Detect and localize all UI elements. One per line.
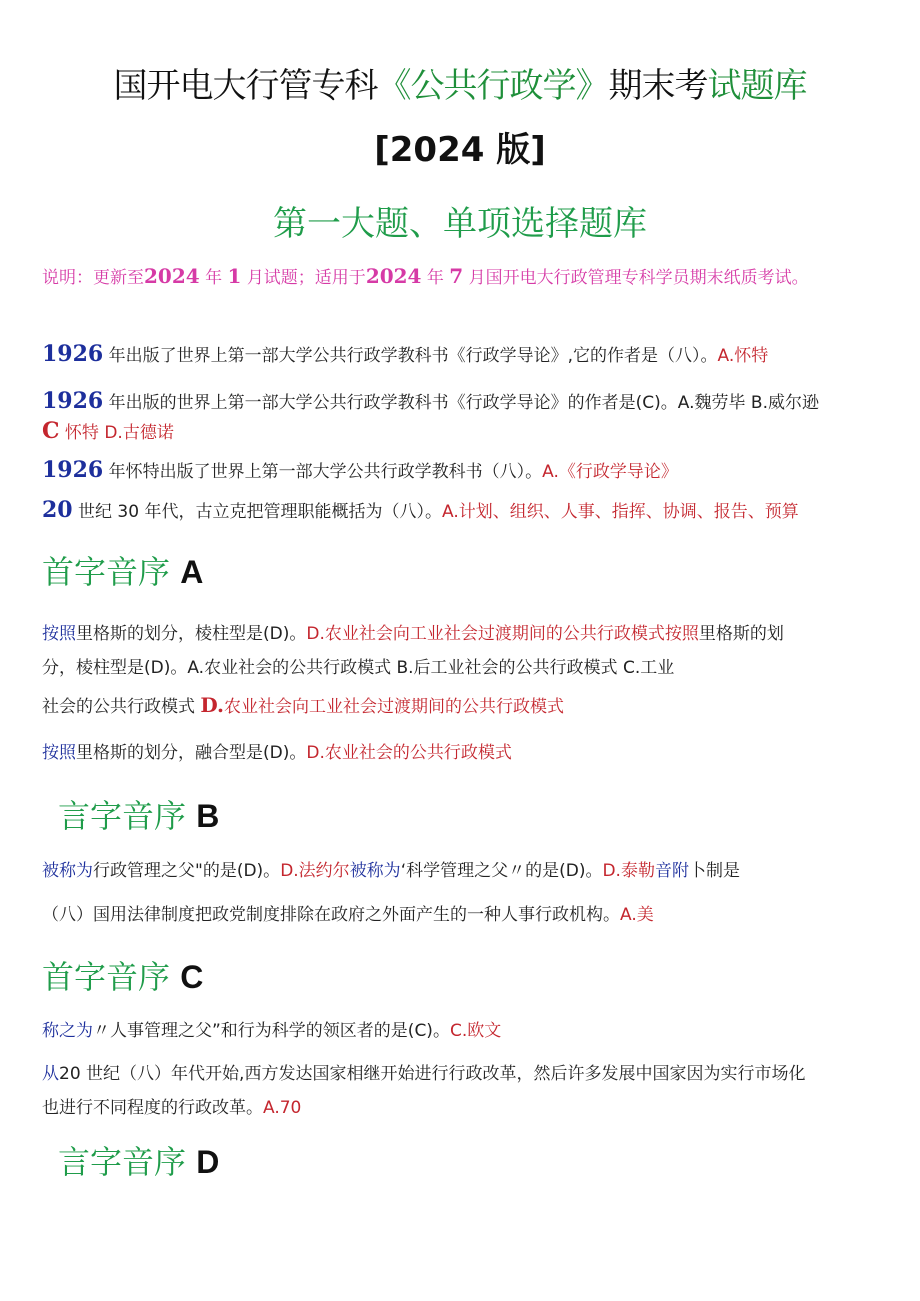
index-label: 言字音序 [58,1143,187,1181]
index-letter: C [180,959,204,995]
answer-text: A.计划、组织、人事、指挥、协调、报告、预算 [441,502,799,522]
answer-text: 农业社会向工业社会过渡期间的公共行政模式 [224,697,564,717]
note-text: 月国开电大行政管理专科学员期末纸质考试。 [468,268,809,288]
question-item-continued [42,656,882,680]
question-item [42,389,882,415]
question-text: 里格斯的划分，融合型是(D)。 [76,743,307,763]
answer-text: A.怀特 [717,346,769,366]
question-item [42,342,882,368]
question-text: 卜制是 [688,861,740,881]
question-text: 社会的公共行政模式 [42,697,195,717]
title-part: 试题库 [707,66,807,106]
question-item [42,1019,882,1043]
question-text: ‘科学管理之父〃的是(D)。 [400,861,603,881]
keyword: 被称为 [42,861,93,881]
question-text: 行政管理之父"的是(D)。 [93,861,281,881]
keyword: 被称为 [349,861,401,881]
question-number: 1926 [42,388,104,414]
note-paragraph [42,258,882,296]
index-letter: D [196,1144,220,1180]
question-number: 1926 [42,341,104,367]
answer-text: C.欧文 [449,1021,502,1041]
answer-text: D.法约尔 [280,861,350,881]
answer-text: A.《行政学导论》 [542,462,678,482]
title-part: 期末考 [608,66,708,106]
question-text: 年怀特出版了世界上第一部大学公共行政学教科书（八）。 [108,462,543,482]
answer-text: D.农业社会的公共行政模式 [306,743,512,763]
question-text: 里格斯的划 [698,624,784,644]
question-number: 20 [42,497,73,523]
index-label: 首字音序 [42,553,171,591]
question-text: 怀特 D.古德诺 [64,423,174,443]
question-text: 分，棱柱型是(D)。A.农业社会的公共行政模式 B.后工业社会的公共行政模式 C.工业 [42,658,675,678]
index-heading-a [42,550,203,594]
keyword: 按照 [42,743,76,763]
keyword: 从 [42,1064,59,1084]
keyword: 音附 [654,861,689,881]
note-text: 年 [205,268,223,288]
question-text: 20 世纪（八）年代开始,西方发达国家相继开始进行行政改革，然后许多发展中国家因为实行市场化 [59,1064,806,1084]
question-item-continued [42,419,882,445]
note-month: 1 [227,264,242,288]
title-course: 《公共行政学》 [377,66,609,106]
answer-text: A.70 [263,1098,302,1118]
answer-text: D.农业社会向工业社会过渡期间的公共行政模式 [306,624,665,644]
question-number: 1926 [42,457,104,483]
section-heading: 第一大题、单项选择题库 [273,204,647,244]
question-item-continued [42,1096,882,1120]
answer-text: A.美 [620,905,654,925]
question-item [42,458,882,484]
question-text: 年出版的世界上第一部大学公共行政学教科书《行政学导论》的作者是(C)。A.魏劳毕 B.威尔逊 [108,393,819,413]
index-letter: B [196,798,220,834]
keyword: 称之为 [42,1021,93,1041]
note-year: 2024 [144,264,200,288]
note-text: 年 [426,268,444,288]
question-item [42,741,882,765]
index-heading-c [42,955,203,999]
keyword: 按照 [42,624,76,644]
index-letter: A [180,554,204,590]
keyword: 按照 [664,624,699,644]
question-item [42,622,882,646]
question-item [42,859,882,883]
index-label: 首字音序 [42,958,171,996]
question-item [42,1062,882,1086]
answer-text: D.泰勒 [602,861,655,881]
question-item-continued [42,693,882,719]
question-text: 也进行不同程度的行政改革。 [42,1098,263,1118]
index-heading-d [58,1140,219,1184]
question-text: 〃人事管理之父”和行为科学的领区者的是(C)。 [93,1021,450,1041]
question-text: （八）国用法律制度把政党制度排除在政府之外面产生的一种人事行政机构。 [42,905,620,925]
title-part: 国开电大行管专科 [113,66,378,106]
edition-label: [2024 版] [374,130,546,170]
note-month: 7 [449,264,464,288]
answer-letter: D. [200,693,224,717]
answer-letter: C [42,418,60,444]
note-text: 说明：更新至 [42,268,144,288]
note-year: 2024 [365,264,422,288]
question-text: 里格斯的划分，棱柱型是(D)。 [76,624,307,644]
question-item [42,498,882,524]
question-text: 年出版了世界上第一部大学公共行政学教科书《行政学导论》,它的作者是（八）。 [108,346,718,366]
question-item [42,903,882,927]
index-heading-b [58,794,219,838]
question-text: 世纪 30 年代，古立克把管理职能概括为（八）。 [78,502,442,522]
document-title [0,62,920,110]
index-label: 言字音序 [58,797,187,835]
note-text: 月试题；适用于 [246,268,366,288]
